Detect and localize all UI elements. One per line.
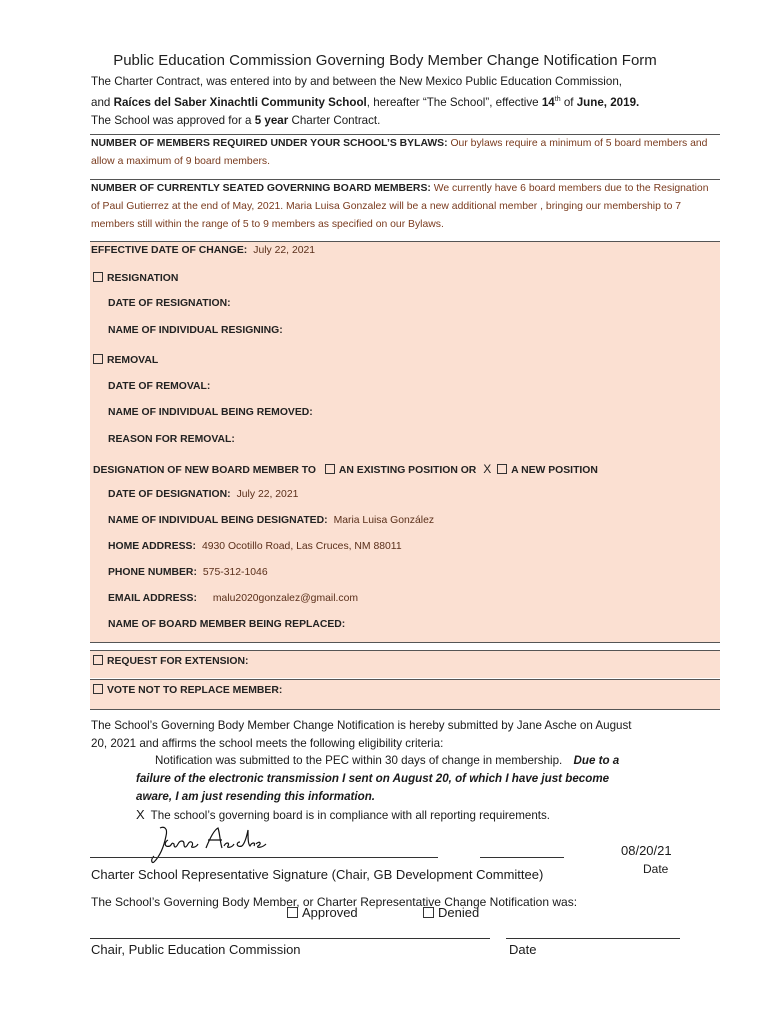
removal-checkbox[interactable] xyxy=(93,354,103,364)
required-members-text: Our bylaws require a minimum of 5 board members and allow a maximum of 9 board members. xyxy=(91,138,708,167)
removal-date-row xyxy=(108,381,210,392)
phone-value: 575-312-1046 xyxy=(202,567,268,578)
designee-name-value: Maria Luisa González xyxy=(333,515,435,526)
divider xyxy=(90,642,720,643)
criteria-1-note: Due to a xyxy=(573,754,620,767)
designation-label: DESIGNATION OF NEW BOARD MEMBER TO xyxy=(93,465,317,476)
vote-label: VOTE NOT TO REPLACE MEMBER: xyxy=(107,685,283,696)
denied-label: Denied xyxy=(438,905,480,920)
denied-option[interactable] xyxy=(423,904,479,922)
removal-name-row xyxy=(108,407,313,418)
seated-members-label: NUMBER OF CURRENTLY SEATED GOVERNING BOARD MEMBERS: xyxy=(91,183,431,194)
approval-text: The School’s Governing Body Member, or Charter Representative Change Notification was: xyxy=(91,895,578,909)
intro-text: Charter Contract. xyxy=(288,113,381,127)
extension-checkbox[interactable] xyxy=(93,655,103,665)
removal-label: REMOVAL xyxy=(107,355,159,366)
denied-checkbox[interactable] xyxy=(423,907,434,918)
chair-date-line[interactable] xyxy=(506,938,680,939)
intro-line-3 xyxy=(91,112,721,130)
replaced-member-label: NAME OF BOARD MEMBER BEING REPLACED: xyxy=(108,619,346,630)
divider xyxy=(90,709,720,710)
removal-reason-label: REASON FOR REMOVAL: xyxy=(108,434,235,445)
signature-line[interactable] xyxy=(90,857,438,858)
criteria-1 xyxy=(155,752,619,770)
resignation-name-row xyxy=(108,325,283,336)
seated-members-section xyxy=(91,180,719,234)
signature-date-value: 08/20/21 xyxy=(621,843,672,858)
handwritten-signature xyxy=(150,822,290,866)
resignation-date-row xyxy=(108,298,231,309)
home-address-label: HOME ADDRESS: xyxy=(108,541,196,552)
intro-text: , hereafter “The School”, effective xyxy=(366,95,542,109)
vote-checkbox[interactable] xyxy=(93,684,103,694)
extension-row xyxy=(93,655,248,667)
resignation-label: RESIGNATION xyxy=(107,273,179,284)
effective-day: 14 xyxy=(541,95,555,109)
day-suffix: th xyxy=(554,96,561,103)
extension-label: REQUEST FOR EXTENSION: xyxy=(107,656,249,667)
signature-date-line[interactable] xyxy=(480,857,564,858)
submission-line-2: 20, 2021 and affirms the school meets the following eligibility criteria: xyxy=(91,737,444,750)
intro-line-1: The Charter Contract, was entered into by and between the New Mexico Public Education Commission, xyxy=(91,75,622,88)
effective-date-label: EFFECTIVE DATE OF CHANGE: xyxy=(91,245,248,256)
criteria-1-text: Notification was submitted to the PEC within 30 days of change in membership. xyxy=(155,754,563,767)
criteria-2-mark: X xyxy=(136,807,145,822)
intro-text: and xyxy=(91,95,114,109)
replaced-member-row xyxy=(108,619,345,630)
designation-date-label: DATE OF DESIGNATION: xyxy=(108,489,231,500)
intro-line-2 xyxy=(91,91,721,112)
chair-label: Chair, Public Education Commission xyxy=(91,942,301,957)
contract-term: 5 year xyxy=(254,113,289,127)
designation-date-value: July 22, 2021 xyxy=(236,489,299,500)
chair-date-label: Date xyxy=(509,942,537,957)
new-position-label: A NEW POSITION xyxy=(511,465,598,476)
approved-checkbox[interactable] xyxy=(287,907,298,918)
submission-line-1: The School’s Governing Body Member Change Notification is hereby submitted by Jane Asche on August xyxy=(91,719,632,732)
school-name: Raíces del Saber Xinachtli Community School xyxy=(113,95,367,109)
existing-position-label: AN EXISTING POSITION OR xyxy=(338,465,477,476)
effective-date-row xyxy=(91,245,315,256)
vote-row xyxy=(93,684,282,696)
required-members-label: NUMBER OF MEMBERS REQUIRED UNDER YOUR SCHOOL’S BYLAWS: xyxy=(91,138,448,149)
resignation-row xyxy=(93,272,178,284)
phone-label: PHONE NUMBER: xyxy=(108,567,197,578)
intro-text: The School was approved for a xyxy=(91,113,255,127)
signer-label: Charter School Representative Signature (Chair, GB Development Committee) xyxy=(91,867,544,882)
intro-text: of xyxy=(560,95,577,109)
form-title: Public Education Commission Governing Body Member Change Notification Form xyxy=(113,52,657,69)
effective-date-value: July 22, 2021 xyxy=(253,245,316,256)
submission-paragraph xyxy=(91,717,721,753)
criteria-2-text: The school’s governing board is in compliance with all reporting requirements. xyxy=(150,809,551,822)
removal-name-label: NAME OF INDIVIDUAL BEING REMOVED: xyxy=(108,407,313,418)
approved-label: Approved xyxy=(302,905,358,920)
phone-row xyxy=(108,567,268,578)
resignation-date-label: DATE OF RESIGNATION: xyxy=(108,298,231,309)
removal-row xyxy=(93,354,158,366)
designation-date-row xyxy=(108,489,298,500)
intro-paragraph xyxy=(91,73,721,130)
chair-signature-line[interactable] xyxy=(90,938,490,939)
approved-option[interactable] xyxy=(287,904,358,922)
email-row xyxy=(108,593,358,604)
home-address-value: 4930 Ocotillo Road, Las Cruces, NM 88011 xyxy=(201,541,402,552)
removal-reason-row xyxy=(108,434,235,445)
existing-position-checkbox[interactable] xyxy=(325,464,335,474)
removal-date-label: DATE OF REMOVAL: xyxy=(108,381,211,392)
signature-date-label: Date xyxy=(643,862,669,876)
required-members-section xyxy=(91,135,719,171)
divider xyxy=(90,650,720,651)
email-value: malu2020gonzalez@gmail.com xyxy=(212,593,359,604)
effective-month-year: June, 2019. xyxy=(576,95,640,109)
resignation-name-label: NAME OF INDIVIDUAL RESIGNING: xyxy=(108,325,283,336)
email-label: EMAIL ADDRESS: xyxy=(108,593,197,604)
criteria-1-note-line-3: aware, I am just resending this information. xyxy=(136,790,376,803)
designee-name-row xyxy=(108,515,434,526)
new-position-mark: X xyxy=(483,462,492,476)
designee-name-label: NAME OF INDIVIDUAL BEING DESIGNATED: xyxy=(108,515,328,526)
seated-members-text: We currently have 6 board members due to the Resignation of Paul Gutierrez at the end of May, 2021. Maria Luisa Gonzalez will be a new additional member , bringing our membership to 7 members still within the range of 5 to 9 members as specified on our Bylaws. xyxy=(91,183,709,230)
designation-row xyxy=(93,462,598,476)
new-position-checkbox[interactable] xyxy=(497,464,507,474)
criteria-1-note-line-2: failure of the electronic transmission I sent on August 20, of which I have just become xyxy=(136,772,610,785)
home-address-row xyxy=(108,541,402,552)
resignation-checkbox[interactable] xyxy=(93,272,103,282)
